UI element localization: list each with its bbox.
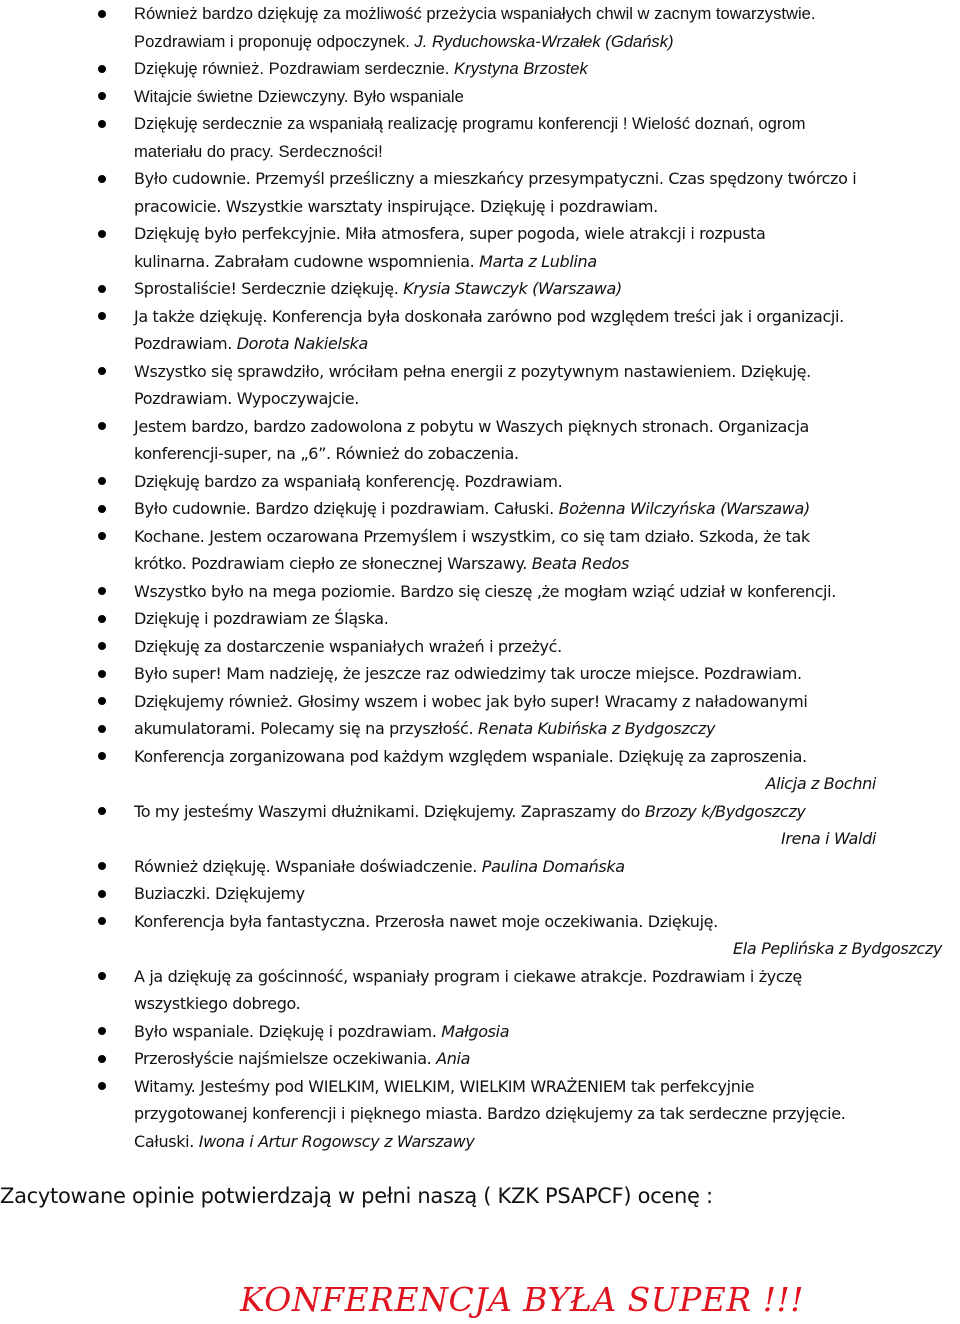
comment-text: Witajcie świetne Dziewczyny. Było wspaniale xyxy=(134,86,464,106)
author-signature: J. Ryduchowska-Wrzałek (Gdańsk) xyxy=(414,31,674,51)
comment-item xyxy=(0,633,960,661)
comment-text: konferencji-super, na „6”. Również do zobaczenia. xyxy=(134,444,519,463)
author-signature: Renata Kubińska z Bydgoszczy xyxy=(477,719,716,738)
comment-line xyxy=(134,825,956,853)
comment-line xyxy=(134,743,956,771)
comment-line xyxy=(134,303,956,331)
comment-item xyxy=(0,1045,960,1073)
comment-text: Również dziękuję. Wspaniałe doświadczenie. xyxy=(134,856,482,876)
comment-text: Dziękuję było perfekcyjnie. Miła atmosfera, super pogoda, wiele atrakcji i rozpusta xyxy=(134,224,766,243)
bullet-icon xyxy=(98,230,106,238)
author-signature: Irena i Waldi xyxy=(781,829,876,848)
banner-headline: KONFERENCJA BYŁA SUPER !!! xyxy=(240,1280,804,1319)
comment-text: przygotowanej konferencji i pięknego miasta. Bardzo dziękujemy za tak serdeczne przyjęcie. xyxy=(134,1104,846,1123)
comment-text: Buziaczki. Dziękujemy xyxy=(134,884,305,903)
comment-text: krótko. Pozdrawiam ciepło ze słonecznej Warszawy. xyxy=(134,554,532,573)
bullet-icon xyxy=(98,367,106,375)
comment-item xyxy=(0,413,960,468)
bullet-icon xyxy=(98,92,106,100)
bullet-icon xyxy=(98,862,106,870)
comment-text: Witamy. Jesteśmy pod WIELKIM, WIELKIM, WIELKIM WRAŻENIEM tak perfekcyjnie xyxy=(134,1076,755,1096)
comment-text: kulinarna. Zabrałam cudowne wspomnienia. xyxy=(134,251,480,271)
author-signature: Ela Peplińska z Bydgoszczy xyxy=(733,939,942,958)
comment-line xyxy=(134,688,956,716)
comment-text: To my jesteśmy Waszymi dłużnikami. Dziękujemy. Zapraszamy do xyxy=(134,801,645,821)
comment-line xyxy=(134,990,956,1018)
bullet-icon xyxy=(98,120,106,128)
author-signature: Krystyna Brzostek xyxy=(454,59,588,78)
bullet-icon xyxy=(98,890,106,898)
comment-line xyxy=(134,165,956,193)
comment-text: Dziękuję serdecznie za wspaniałą realizację programu konferencji ! Wielość doznań, ogrom xyxy=(134,114,806,133)
comment-item xyxy=(0,358,960,413)
comment-line xyxy=(134,248,956,276)
comment-line xyxy=(134,605,956,633)
comment-text: A ja dziękuję za gościnność, wspaniały program i ciekawe atrakcje. Pozdrawiam i życzę xyxy=(134,966,802,986)
comment-item xyxy=(0,963,960,1018)
author-signature: Beata Redos xyxy=(531,554,629,573)
comment-text: Również bardzo dziękuję za możliwość przeżycia wspaniałych chwil w zacnym towarzystwie. xyxy=(134,4,816,23)
author-signature: Dorota Nakielska xyxy=(236,334,368,353)
author-signature: Bożenna Wilczyńska (Warszawa) xyxy=(558,499,810,518)
comment-text: pracowicie. Wszystkie warsztaty inspirujące. Dziękuję i pozdrawiam. xyxy=(134,196,658,216)
comment-item xyxy=(0,495,960,523)
comment-line xyxy=(134,55,956,83)
comment-text: Przerosłyście najśmielsze oczekiwania. xyxy=(134,1049,437,1068)
comment-text: Było cudownie. Bardzo dziękuję i pozdrawiam. Całuski. xyxy=(134,499,559,518)
comment-line xyxy=(134,798,956,826)
comment-text: Dziękuję również. Pozdrawiam serdecznie. xyxy=(134,59,455,78)
bullet-icon xyxy=(98,752,106,760)
author-signature: Małgosia xyxy=(441,1021,510,1041)
comment-line xyxy=(134,550,956,578)
bullet-icon xyxy=(98,285,106,293)
author-signature: Brzozy k/Bydgoszczy xyxy=(644,801,806,821)
comment-item xyxy=(0,688,960,716)
comment-item xyxy=(0,798,960,853)
comment-text: Całuski. xyxy=(134,1131,199,1151)
comment-line xyxy=(134,0,956,28)
comment-item xyxy=(0,468,960,496)
comment-line xyxy=(134,413,956,441)
bullet-icon xyxy=(98,532,106,540)
comment-text: Było wspaniale. Dziękuję i pozdrawiam. xyxy=(134,1021,442,1041)
comment-text: Sprostaliście! Serdecznie dziękuję. xyxy=(134,279,404,298)
bullet-icon xyxy=(98,175,106,183)
author-signature: Alicja z Bochni xyxy=(765,774,876,793)
comment-item xyxy=(0,303,960,358)
bullet-icon xyxy=(98,587,106,595)
comment-item xyxy=(0,853,960,881)
comment-line xyxy=(134,880,956,908)
bullet-icon xyxy=(98,917,106,925)
comment-line xyxy=(134,715,956,743)
comment-text: Konferencja była fantastyczna. Przerosła nawet moje oczekiwania. Dziękuję. xyxy=(134,911,718,931)
bullet-icon xyxy=(98,642,106,650)
comment-item xyxy=(0,880,960,908)
comment-item xyxy=(0,1018,960,1046)
comment-line xyxy=(134,935,956,963)
comment-line xyxy=(134,1100,956,1128)
comment-line xyxy=(134,963,956,991)
comment-line xyxy=(134,770,956,798)
comment-line xyxy=(134,495,956,523)
bullet-icon xyxy=(98,1027,106,1035)
comment-text: Dziękuję za dostarczenie wspaniałych wrażeń i przeżyć. xyxy=(134,636,562,656)
author-signature: Paulina Domańska xyxy=(481,856,625,876)
comment-line xyxy=(134,1045,956,1073)
comment-line xyxy=(134,358,956,386)
comment-line xyxy=(134,110,956,138)
comment-text: Pozdrawiam. xyxy=(134,334,237,353)
bullet-icon xyxy=(98,725,106,733)
comment-text: Było cudownie. Przemyśl prześliczny a mieszkańcy przesympatyczni. Czas spędzony twórczo i xyxy=(134,169,857,188)
comment-text: Dziękuję i pozdrawiam ze Śląska. xyxy=(134,609,389,628)
comment-text: Ja także dziękuję. Konferencja była doskonała zarówno pod względem treści jak i organizacji. xyxy=(134,306,844,326)
comment-line xyxy=(134,440,956,468)
comment-text: Wszystko było na mega poziomie. Bardzo się cieszę ,że mogłam wziąć udział w konferencji. xyxy=(134,581,836,601)
comment-text: Kochane. Jestem oczarowana Przemyślem i wszystkim, co się tam działo. Szkoda, że tak xyxy=(134,526,810,546)
comment-line xyxy=(134,385,956,413)
comment-item xyxy=(0,275,960,303)
bullet-icon xyxy=(98,670,106,678)
comment-line xyxy=(134,193,956,221)
comment-text: Dziękuję bardzo za wspaniałą konferencję. Pozdrawiam. xyxy=(134,471,563,491)
author-signature: Iwona i Artur Rogowscy z Warszawy xyxy=(198,1131,475,1151)
bullet-icon xyxy=(98,505,106,513)
comment-line xyxy=(134,908,956,936)
comment-line xyxy=(134,523,956,551)
bullet-icon xyxy=(98,477,106,485)
comment-text: Pozdrawiam. Wypoczywajcie. xyxy=(134,389,359,408)
comment-text: akumulatorami. Polecamy się na przyszłość. xyxy=(134,719,478,738)
comment-line xyxy=(134,83,956,111)
comment-item xyxy=(0,578,960,606)
comment-text: Wszystko się sprawdziło, wróciłam pełna energii z pozytywnym nastawieniem. Dziękuję. xyxy=(134,361,811,381)
comment-item xyxy=(0,110,960,165)
comment-line xyxy=(134,633,956,661)
author-signature: Ania xyxy=(436,1049,471,1068)
bullet-icon xyxy=(98,615,106,623)
comment-text: Pozdrawiam i proponuję odpoczynek. xyxy=(134,31,415,51)
comment-line xyxy=(134,138,956,166)
comment-item xyxy=(0,523,960,578)
comment-item xyxy=(0,165,960,220)
author-signature: Marta z Lublina xyxy=(479,251,597,271)
author-signature: Krysia Stawczyk (Warszawa) xyxy=(403,279,622,298)
comment-text: Jestem bardzo, bardzo zadowolona z pobytu w Waszych pięknych stronach. Organizacja xyxy=(134,416,810,436)
comment-line xyxy=(134,330,956,358)
comment-item xyxy=(0,0,960,55)
comment-line xyxy=(134,28,956,56)
comment-item xyxy=(0,908,960,963)
comment-item xyxy=(0,660,960,688)
bullet-icon xyxy=(98,972,106,980)
bullet-icon xyxy=(98,10,106,18)
comment-line xyxy=(134,1018,956,1046)
comment-text: Było super! Mam nadzieję, że jeszcze raz odwiedzimy tak urocze miejsce. Pozdrawiam. xyxy=(134,664,802,683)
comment-item xyxy=(0,220,960,275)
bullet-icon xyxy=(98,1082,106,1090)
comment-item xyxy=(0,605,960,633)
conclusion-text: Zacytowane opinie potwierdzają w pełni naszą ( KZK PSAPCF) ocenę : xyxy=(0,1184,713,1208)
comment-line xyxy=(134,853,956,881)
comment-item xyxy=(0,1073,960,1156)
comment-line xyxy=(134,275,956,303)
bullet-icon xyxy=(98,1055,106,1063)
comment-line xyxy=(134,660,956,688)
comment-line xyxy=(134,1073,956,1101)
bullet-icon xyxy=(98,807,106,815)
bullet-icon xyxy=(98,697,106,705)
comment-text: materiału do pracy. Serdeczności! xyxy=(134,141,383,161)
comment-text: Konferencja zorganizowana pod każdym względem wspaniale. Dziękuję za zaproszenia. xyxy=(134,746,807,766)
bullet-icon xyxy=(98,65,106,73)
comment-item xyxy=(0,83,960,111)
bullet-icon xyxy=(98,312,106,320)
comment-item xyxy=(0,743,960,798)
comment-text: Dziękujemy również. Głosimy wszem i wobec jak było super! Wracamy z naładowanymi xyxy=(134,691,808,711)
comment-text: wszystkiego dobrego. xyxy=(134,994,301,1013)
comment-line xyxy=(134,220,956,248)
comment-item xyxy=(0,55,960,83)
comment-item xyxy=(0,715,960,743)
bullet-icon xyxy=(98,422,106,430)
comment-line xyxy=(134,468,956,496)
comment-line xyxy=(134,578,956,606)
comment-line xyxy=(134,1128,956,1156)
